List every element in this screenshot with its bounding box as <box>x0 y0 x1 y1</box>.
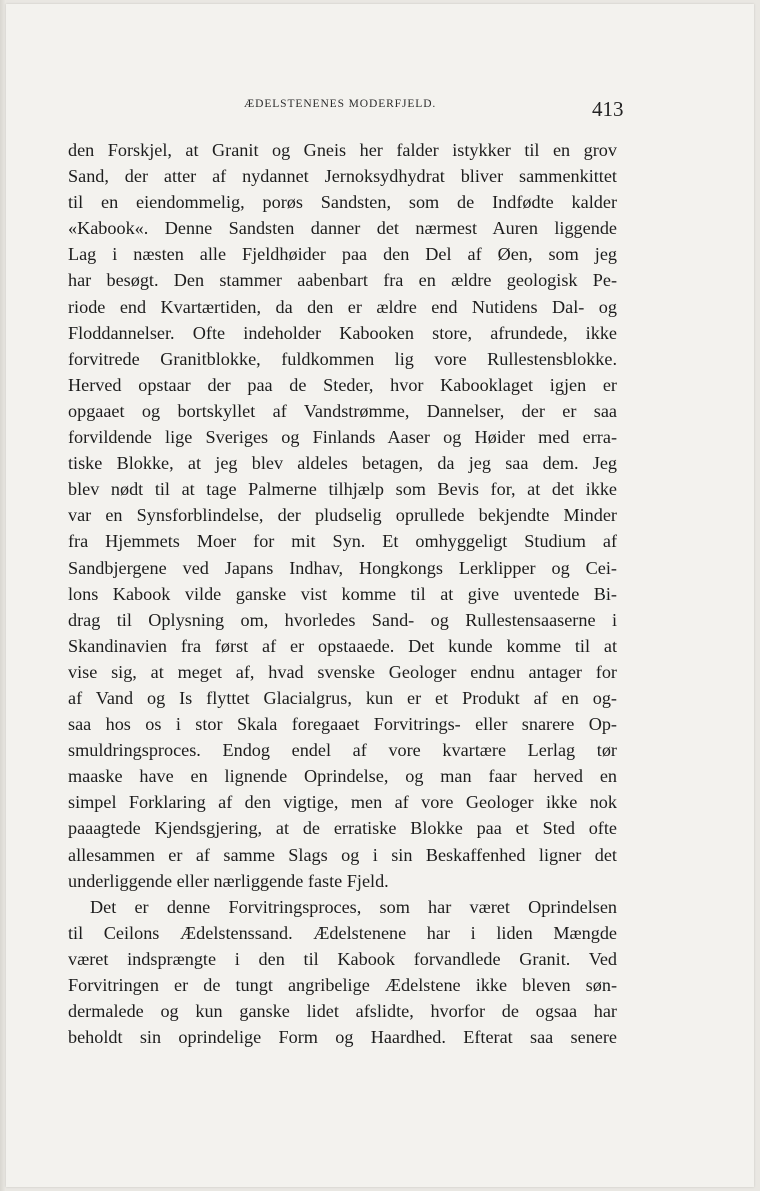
running-head: ÆDELSTENENES MODERFJELD. <box>244 98 437 110</box>
text-line: til Ceilons Ædelstenssand. Ædelstenene har i liden Mængde <box>68 922 617 943</box>
text-line: dermalede og kun ganske lidet afslidte, hvorfor de ogsaa har <box>68 1001 617 1022</box>
paragraph-end-line: underliggende eller nærliggende faste Fjeld. <box>68 870 389 891</box>
text-line: den Forskjel, at Granit og Gneis her falder istykker til en grov <box>68 140 617 160</box>
text-line: var en Synsforblindelse, der pludselig oprullede bekjendte Minder <box>68 505 617 526</box>
text-line: forvildende lige Sveriges og Finlands Aaser og Høider med erra- <box>68 427 617 448</box>
text-line: drag til Oplysning om, hvorledes Sand- og Rullestensaaserne i <box>68 609 617 630</box>
text-line: Forvitringen er de tungt angribelige Ædelstene ikke bleven søn- <box>68 975 617 995</box>
text-line: allesammen er af samme Slags og i sin Beskaffenhed ligner det <box>68 844 617 865</box>
text-line: paaagtede Kjendsgjering, at de erratiske Blokke paa et Sted ofte <box>68 818 617 839</box>
text-line: af Vand og Is flyttet Glacialgrus, kun er et Produkt af en og- <box>68 687 617 708</box>
text-line: riode end Kvartærtiden, da den er ældre end Nutidens Dal- og <box>68 296 617 317</box>
text-line: vise sig, at meget af, hvad svenske Geologer endnu antager for <box>68 661 617 682</box>
text-line: blev nødt til at tage Palmerne tilhjælp som Bevis for, at det ikke <box>68 479 617 500</box>
text-line: Skandinavien fra først af er opstaaede. Det kunde komme til at <box>68 635 617 656</box>
text-line: «Kabook«. Denne Sandsten danner det nærmest Auren liggende <box>68 218 617 239</box>
text-line: maaske have en lignende Oprindelse, og man faar herved en <box>68 766 617 787</box>
book-page <box>6 4 754 1187</box>
text-line: Sand, der atter af nydannet Jernoksydhydrat bliver sammenkittet <box>68 166 617 187</box>
text-line: Sandbjergene ved Japans Indhav, Hongkongs Lerklipper og Cei- <box>68 557 617 578</box>
paragraph-start-line: Det er denne Forvitringsproces, som har været Oprindelsen <box>90 896 617 917</box>
text-line: været indsprængte i den til Kabook forvandlede Granit. Ved <box>68 948 617 969</box>
text-line: simpel Forklaring af den vigtige, men af vore Geologer ikke nok <box>68 792 617 813</box>
text-line: tiske Blokke, at jeg blev aldeles betagen, da jeg saa dem. Jeg <box>68 453 617 474</box>
page-number: 413 <box>592 97 624 121</box>
text-line: Lag i næsten alle Fjeldhøider paa den Del af Øen, som jeg <box>68 244 617 265</box>
text-line: har besøgt. Den stammer aabenbart fra en ældre geologisk Pe- <box>68 270 617 291</box>
text-line: Herved opstaar der paa de Steder, hvor Kabooklaget igjen er <box>68 374 617 395</box>
text-line: Floddannelser. Ofte indeholder Kabooken store, afrundede, ikke <box>68 322 617 343</box>
text-line: saa hos os i stor Skala foregaaet Forvitrings- eller snarere Op- <box>68 714 617 735</box>
text-line: smuldringsproces. Endog endel af vore kvartære Lerlag tør <box>68 740 617 761</box>
page-header <box>6 97 754 123</box>
text-line: fra Hjemmets Moer for mit Syn. Et omhyggeligt Studium af <box>68 531 617 552</box>
text-line: lons Kabook vilde ganske vist komme til at give uventede Bi- <box>68 583 617 604</box>
body-text <box>68 137 617 1050</box>
text-line: forvitrede Granitblokke, fuldkommen lig vore Rullestensblokke. <box>68 348 617 369</box>
text-line: beholdt sin oprindelige Form og Haardhed. Efterat saa senere <box>68 1027 617 1048</box>
text-line: opgaaet og bortskyllet af Vandstrømme, Dannelser, der er saa <box>68 400 617 421</box>
text-line: til en eiendommelig, porøs Sandsten, som de Indfødte kalder <box>68 192 617 213</box>
